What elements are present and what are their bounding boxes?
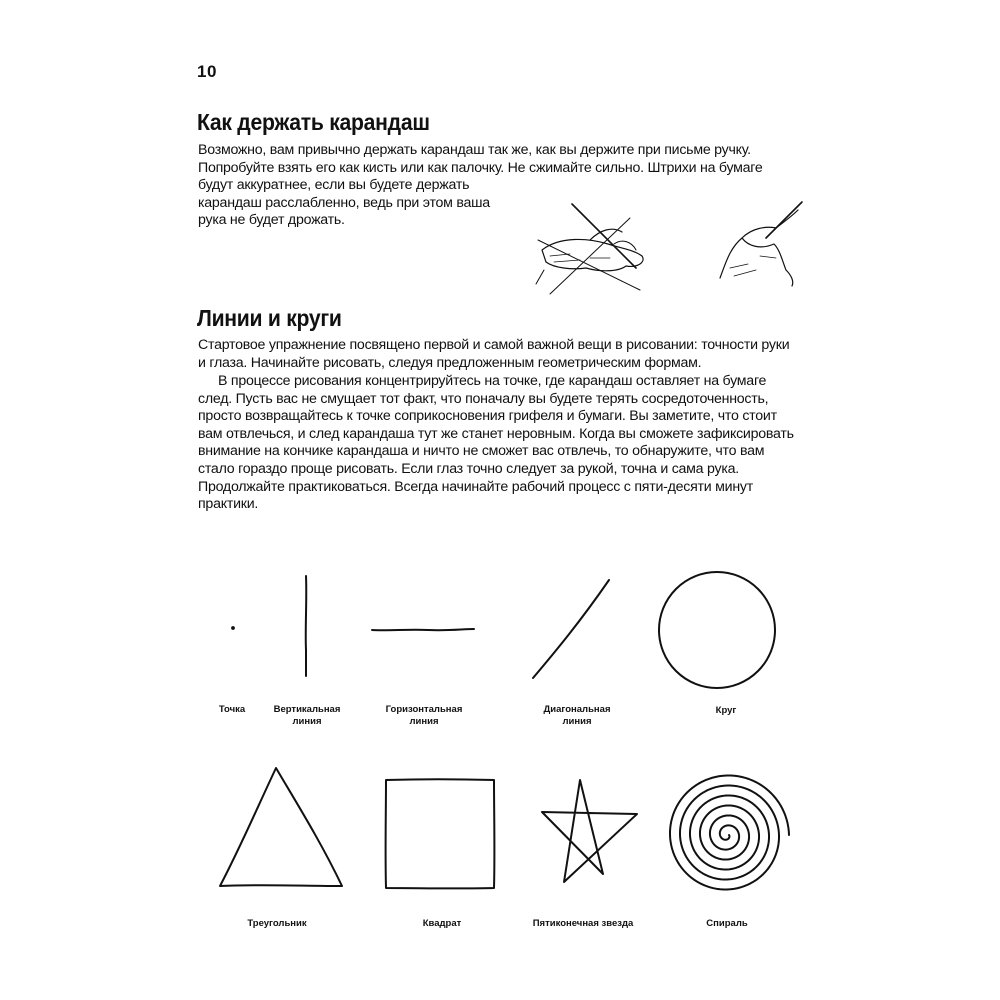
label-square: Квадрат <box>422 918 462 929</box>
section-heading-holding-pencil: Как держать карандаш <box>197 109 430 135</box>
paragraph-holding-pencil-b: будут аккуратнее, если вы будете держать карандаш расслабленно, ведь при этом ваша рука не будет дрожать. <box>198 177 490 229</box>
page-number: 10 <box>197 62 217 81</box>
star-figure <box>522 774 644 892</box>
label-star: Пятиконечная звезда <box>532 918 634 929</box>
spiral-figure <box>660 768 794 902</box>
label-spiral: Спираль <box>706 918 748 929</box>
label-vertical-line: Вертикальная линия <box>273 704 341 727</box>
label-triangle: Треугольник <box>247 918 307 929</box>
label-dot: Точка <box>218 704 246 715</box>
section-heading-lines-circles: Линии и круги <box>197 305 342 331</box>
vertical-line-figure <box>296 570 316 682</box>
hand-grip-illustration <box>530 198 820 298</box>
square-figure <box>378 772 502 896</box>
horizontal-line-figure <box>368 620 480 640</box>
circle-figure <box>652 567 782 693</box>
triangle-figure <box>216 762 348 892</box>
paragraph-intro: Стартовое упражнение посвящено первой и самой важной вещи в рисовании: точности руки и глаза. Начинайте рисовать, следуя предложенным геометрическим формам. <box>198 337 790 371</box>
label-diagonal-line: Диагональная линия <box>543 704 611 727</box>
diagonal-line-figure <box>525 574 617 684</box>
paragraph-practice: В процессе рисования концентрируйтесь на точке, где карандаш оставляет на бумаге след. Пусть вас не смущает тот факт, что поначалу вы будете терять сосредоточенность, просто возвращайтесь к точке соприкосновения грифеля и бумаги. Вы заметите, что стоит вам отвлечься, и след карандаша тут же станет неровным. Когда вы сможете зафиксировать внимание на кончике карандаша и ничто не сможет вас отвлечь, то обнаружите, что вам стало гораздо проще рисовать. Если глаз точно следует за рукой, точна и сама рука. Продолжайте практиковаться. Всегда начинайте рабочий процесс с пяти-десяти минут практики. <box>198 373 794 513</box>
paragraph-holding-pencil-a: Возможно, вам привычно держать карандаш так же, как вы держите при письме ручку. Попробуйте взять его как кисть или как палочку. Не сжимайте сильно. Штрихи на бумаге <box>198 142 763 176</box>
label-circle: Круг <box>715 705 737 716</box>
dot-figure <box>225 620 241 636</box>
label-horizontal-line: Горизонтальная линия <box>385 704 463 727</box>
wrong-grip-illustration <box>536 204 643 294</box>
correct-grip-illustration <box>720 202 802 286</box>
